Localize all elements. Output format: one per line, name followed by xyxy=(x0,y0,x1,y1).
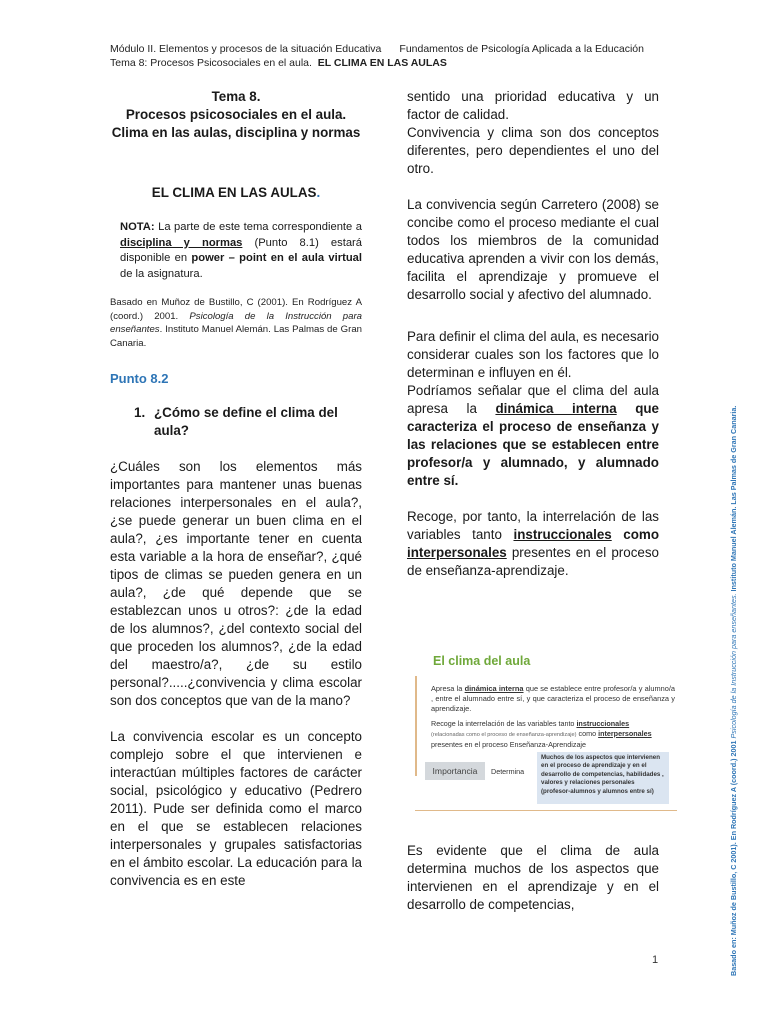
left-paragraph-1: ¿Cuáles son los elementos más importantes para mantener unas buenas relaciones interpersonales en el aula?, ¿se puede generar un buen clima en el aula?, ¿es importante tener en cuenta esta variable a la hora de enseñar?, ¿qué tipos de climas se pueden genera en un aula?, ¿de qué depende que se establezcan unos u otros?: ¿de la edad de los alumnos?, ¿del contexto social del que proceden los alumnos?, ¿de la edad del maestro/a?, ¿de su estilo personal?.....¿convivencia y clima escolar son dos conceptos que van de la mano? xyxy=(110,459,362,708)
fig-t1u: dinámica interna xyxy=(464,684,524,693)
side-reference xyxy=(728,296,740,976)
page-number: 1 xyxy=(652,954,659,966)
figure-aspects-box: Muchos de los aspectos que intervienen en el proceso de aprendizaje y en el desarrollo de competencias, habilidades , valores y relaciones personales (profesor-alumnos y alumnos entre sí) xyxy=(537,752,669,804)
title-line-2: Procesos psicosociales en el aula. xyxy=(125,107,347,122)
title-line-3: Clima en las aulas, disciplina y normas xyxy=(111,125,361,140)
note-block xyxy=(110,220,362,282)
figure-determines-label: Determina xyxy=(491,767,525,776)
punto-heading: Punto 8.2 xyxy=(110,371,169,386)
p5-bold: que caracteriza el proceso de enseñanza y las relaciones que se establecen entre profesor/a y alumnado, y alumnado entre sí. xyxy=(407,401,660,488)
ref-text-2: . Instituto Manuel Alemán. Las Palmas de Gran Canaria. xyxy=(110,324,362,349)
header-course: Fundamentos de Psicología Aplicada a la Educación xyxy=(399,43,644,55)
title-line-1: Tema 8. xyxy=(211,89,261,104)
side-bold-1: Basado en: Muñoz de Bustillo, C 2001). En Rodríguez A (coord.) 2001 xyxy=(729,738,738,976)
right-paragraph-5 xyxy=(407,382,659,490)
section-title xyxy=(110,184,362,202)
right-paragraph-6 xyxy=(407,508,659,580)
fig-t1b: que se establece entre profesor/a y alumno/a , entre el alumnado entre sí, y que caracteriza el proceso de enseñanza y aprendizaje. xyxy=(431,684,676,713)
fig-t2c: presentes en el proceso Enseñanza-Aprendizaje xyxy=(431,740,587,750)
figure-importance-tag: Importancia xyxy=(425,762,485,780)
doc-title xyxy=(110,88,362,142)
ref-italic: Psicología de la Instrucción para enseñantes xyxy=(110,310,362,336)
fig-t2b: como xyxy=(576,728,599,738)
figure-accent-line xyxy=(415,676,417,776)
side-italic: Psicología de la Instrucción para enseñantes. xyxy=(729,593,738,739)
figure-text-1 xyxy=(431,684,675,714)
figure-text-2 xyxy=(431,719,675,750)
p6-underlined-2: interpersonales xyxy=(407,545,507,560)
fig-t2u2: interpersonales xyxy=(598,728,652,738)
question-heading xyxy=(110,404,362,440)
right-paragraph-4: Para definir el clima del aula, es necesario considerar cuales son los factores que lo determinan e influyen en él. xyxy=(407,329,659,380)
note-underlined: disciplina y normas xyxy=(120,236,243,249)
right-paragraph-3: La convivencia según Carretero (2008) se concibe como el proceso mediante el cual todos los miembros de la comunidad educativa aprenden a vivir con los demás, facilita el aprendizaje y promueve el desarrollo social y afectivo del alumnado. xyxy=(407,197,659,302)
page-header xyxy=(110,42,644,70)
header-topic-bold: EL CLIMA EN LAS AULAS xyxy=(317,57,447,69)
p5-underlined: dinámica interna xyxy=(495,401,617,416)
question-number: 1. xyxy=(134,405,146,420)
p6-underlined-1: instruccionales xyxy=(513,527,612,542)
header-row-1 xyxy=(110,42,644,56)
p6-bold: como xyxy=(623,527,659,542)
right-paragraph-2: Convivencia y clima son dos conceptos diferentes, pero dependientes el uno del otro. xyxy=(407,125,659,176)
note-text-2: (Punto 8.1) estará disponible en xyxy=(120,236,362,265)
right-paragraph-7: Es evidente que el clima de aula determina muchos de los aspectos que intervienen en el aprendizaje y en el desarrollo de competencias, xyxy=(407,843,659,912)
section-title-dot: . xyxy=(316,185,321,200)
fig-t2a: Recoge la interrelación de las variables tanto xyxy=(431,719,577,728)
note-text-1: La parte de este tema correspondiente a xyxy=(154,221,362,233)
p5-text: Podríamos señalar que el clima del aula apresa la xyxy=(407,383,659,416)
note-bold: power – point en el aula virtual xyxy=(191,252,362,265)
p6-text-2: presentes en el proceso de enseñanza-aprendizaje. xyxy=(407,545,659,578)
header-topic: Tema 8: Procesos Psicosociales en el aula. xyxy=(110,57,312,69)
ref-text-1: Basado en Muñoz de Bustillo, C (2001). En Rodríguez A (coord.) 2001. xyxy=(110,297,362,322)
clima-aula-figure xyxy=(405,640,677,812)
note-text-3: de la asignatura. xyxy=(120,267,203,280)
figure-bottom-line xyxy=(415,810,677,811)
fig-t2small: (relacionadas como el proceso de enseñanza-aprendizaje) xyxy=(431,731,577,738)
header-row-2 xyxy=(110,56,644,70)
question-text: ¿Cómo se define el clima del aula? xyxy=(154,405,338,438)
header-module: Módulo II. Elementos y procesos de la situación Educativa xyxy=(110,43,382,55)
section-title-text: EL CLIMA EN LAS AULAS xyxy=(151,185,317,200)
p6-text-1: Recoge, por tanto, la interrelación de las variables tanto xyxy=(407,509,659,542)
left-column xyxy=(110,88,362,890)
note-label: NOTA: xyxy=(120,221,155,233)
fig-t2u1: instruccionales xyxy=(576,719,630,728)
left-paragraph-2: La convivencia escolar es un concepto complejo sobre el que intervienen e interactúan múltiples factores de carácter social, psicológico y educativo (Pedrero 2011). Pude ser definida como el marco en el que se establecen relaciones interpersonales y grupales satisfactorias en el ámbito escolar. La educación para la convivencia es en este xyxy=(110,729,362,888)
right-paragraph-1: sentido una prioridad educativa y un factor de calidad. xyxy=(407,89,659,122)
fig-t1a: Apresa la xyxy=(431,684,465,693)
reference xyxy=(110,296,362,350)
side-bold-2: Instituto Manuel Alemán. Las Palmas de Gran Canaria. xyxy=(729,405,738,594)
figure-title: El clima del aula xyxy=(433,654,531,668)
